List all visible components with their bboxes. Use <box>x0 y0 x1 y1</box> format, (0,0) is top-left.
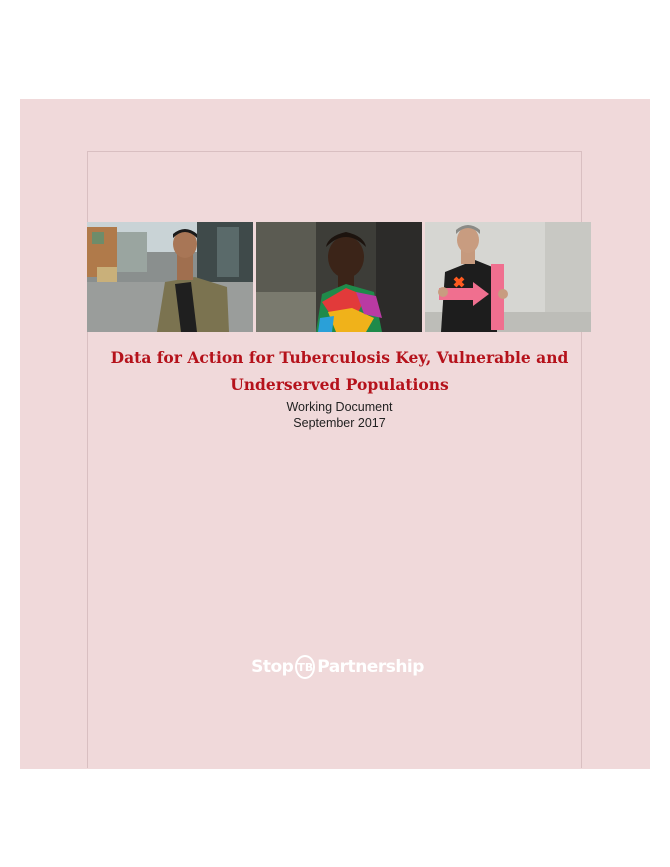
logo-text-partnership: Partnership <box>317 657 424 677</box>
photo-woman-scarf <box>256 222 422 332</box>
photo-strip <box>87 222 592 332</box>
stop-tb-partnership-logo <box>251 652 424 682</box>
title-line-1: Data for Action for Tuberculosis Key, Vulnerable and <box>110 348 569 367</box>
document-subtitle-block <box>87 399 592 431</box>
photo-man-arrow-sign <box>425 222 591 332</box>
document-subtitle: Working Document <box>286 400 393 414</box>
logo-tb-badge: TB <box>295 655 315 679</box>
logo-text-stop: Stop <box>251 657 294 677</box>
photo-man-street <box>87 222 253 332</box>
document-title <box>87 344 592 398</box>
document-date: September 2017 <box>293 416 386 430</box>
title-line-2: Underserved Populations <box>230 375 449 394</box>
